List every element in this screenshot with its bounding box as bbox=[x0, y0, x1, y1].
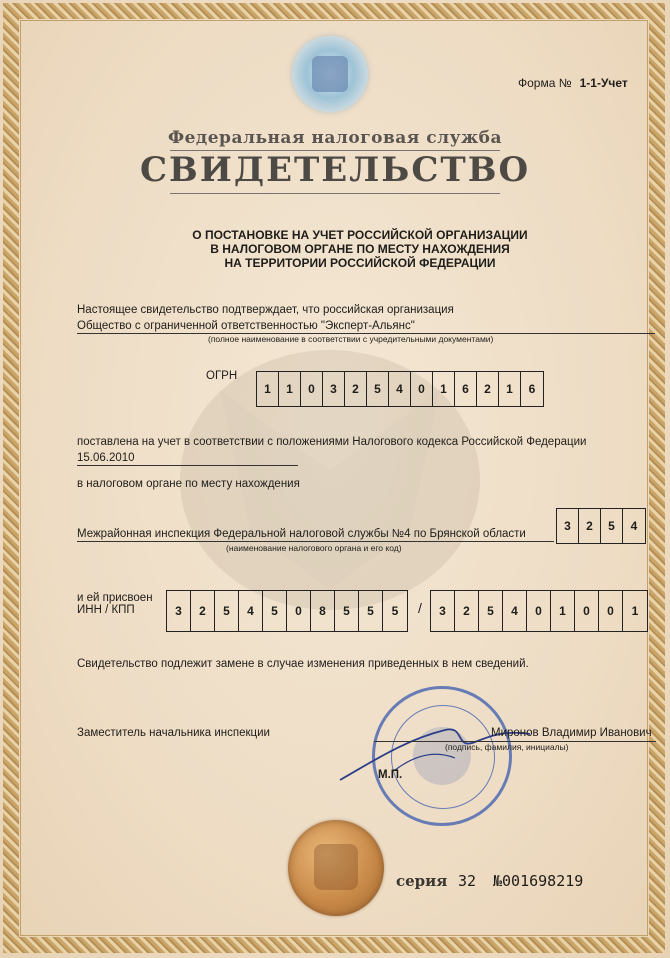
title-rule-bottom bbox=[170, 193, 500, 194]
kpp-digit: 1 bbox=[631, 604, 639, 618]
kpp-cells bbox=[430, 590, 648, 632]
ogrn-label: ОГРН bbox=[206, 370, 238, 382]
authority-code-digit: 4 bbox=[630, 519, 638, 533]
inn-digit: 5 bbox=[391, 604, 399, 618]
authority-code-digit: 5 bbox=[601, 509, 623, 543]
kpp-digit: 0 bbox=[575, 591, 599, 631]
stamp-place-mark: М.П. bbox=[378, 769, 403, 781]
ogrn-digit: 6 bbox=[455, 372, 477, 406]
date-line bbox=[77, 465, 298, 466]
subtitle-line: О ПОСТАНОВКЕ НА УЧЕТ РОССИЙСКОЙ ОРГАНИЗАЦИИ bbox=[192, 228, 528, 242]
replacement-note: Свидетельство подлежит замене в случае изменения приведенных в нем сведений. bbox=[77, 658, 529, 670]
authority-caption: (наименование налогового органа и его код) bbox=[226, 543, 402, 553]
ogrn-digit: 6 bbox=[528, 382, 536, 396]
inn-digit: 0 bbox=[287, 591, 311, 631]
ogrn-cells bbox=[256, 371, 544, 407]
kpp-digit: 0 bbox=[599, 591, 623, 631]
inn-digit: 5 bbox=[215, 591, 239, 631]
subtitle-line: В НАЛОГОВОМ ОРГАНЕ ПО МЕСТУ НАХОЖДЕНИЯ bbox=[210, 242, 510, 256]
kpp-digit: 0 bbox=[527, 591, 551, 631]
ogrn-digit: 2 bbox=[477, 372, 499, 406]
kpp-digit: 2 bbox=[455, 591, 479, 631]
authority-code-digit: 3 bbox=[557, 509, 579, 543]
certificate-title: СВИДЕТЕЛЬСТВО bbox=[139, 150, 531, 190]
serial-number: №001698219 bbox=[493, 872, 584, 890]
assigned-text: и ей присвоен bbox=[77, 592, 153, 604]
authority-name-line bbox=[77, 541, 554, 542]
ogrn-digit: 5 bbox=[367, 372, 389, 406]
kpp-digit: 4 bbox=[503, 591, 527, 631]
registration-date: 15.06.2010 bbox=[77, 452, 135, 464]
ogrn-digit: 1 bbox=[279, 372, 301, 406]
ogrn-digit: 3 bbox=[323, 372, 345, 406]
inn-cells bbox=[166, 590, 408, 632]
ogrn-digit: 2 bbox=[345, 372, 367, 406]
inn-digit: 5 bbox=[263, 591, 287, 631]
signer-position: Заместитель начальника инспекции bbox=[77, 727, 270, 739]
signature-caption: (подпись, фамилия, инициалы) bbox=[445, 742, 569, 752]
ogrn-digit: 0 bbox=[411, 372, 433, 406]
ogrn-digit: 4 bbox=[389, 372, 411, 406]
form-number bbox=[518, 76, 628, 90]
certificate-subtitle bbox=[150, 228, 570, 270]
inn-digit: 4 bbox=[239, 591, 263, 631]
authority-text: в налоговом органе по месту нахождения bbox=[77, 478, 300, 490]
inn-digit: 5 bbox=[335, 591, 359, 631]
authority-code-digit: 2 bbox=[579, 509, 601, 543]
inn-digit: 3 bbox=[167, 591, 191, 631]
authority-code-cells bbox=[556, 508, 646, 544]
inn-digit: 5 bbox=[359, 591, 383, 631]
inn-kpp-label: ИНН / КПП bbox=[77, 604, 135, 616]
hologram-emblem-icon bbox=[292, 36, 368, 112]
org-name-caption: (полное наименование в соответствии с учредительными документами) bbox=[208, 334, 494, 344]
gold-emblem-seal bbox=[288, 820, 384, 916]
signer-name: Миронов Владимир Иванович bbox=[491, 727, 652, 739]
ogrn-digit: 1 bbox=[433, 372, 455, 406]
form-label: Форма № bbox=[518, 76, 572, 90]
inn-digit: 8 bbox=[311, 591, 335, 631]
subtitle-line: НА ТЕРРИТОРИИ РОССИЙСКОЙ ФЕДЕРАЦИИ bbox=[224, 256, 496, 270]
kpp-digit: 1 bbox=[551, 591, 575, 631]
service-name: Федеральная налоговая служба bbox=[167, 128, 503, 148]
ogrn-digit: 1 bbox=[499, 372, 521, 406]
kpp-digit: 3 bbox=[431, 591, 455, 631]
inn-kpp-separator: / bbox=[418, 600, 422, 616]
organization-name: Общество с ограниченной ответственностью "Эксперт-Альянс" bbox=[77, 320, 415, 332]
ogrn-digit: 1 bbox=[257, 372, 279, 406]
confirm-text: Настоящее свидетельство подтверждает, что российская организация bbox=[77, 304, 454, 316]
serial-series: 32 bbox=[458, 872, 477, 890]
ogrn-digit: 0 bbox=[301, 372, 323, 406]
form-code: 1-1-Учет bbox=[579, 76, 628, 90]
inn-digit: 2 bbox=[191, 591, 215, 631]
authority-name: Межрайонная инспекция Федеральной налоговой службы №4 по Брянской области bbox=[77, 528, 526, 540]
serial-label: серия bbox=[396, 872, 448, 890]
kpp-digit: 5 bbox=[479, 591, 503, 631]
registered-text: поставлена на учет в соответствии с положениями Налогового кодекса Российской Федерации bbox=[77, 436, 587, 448]
